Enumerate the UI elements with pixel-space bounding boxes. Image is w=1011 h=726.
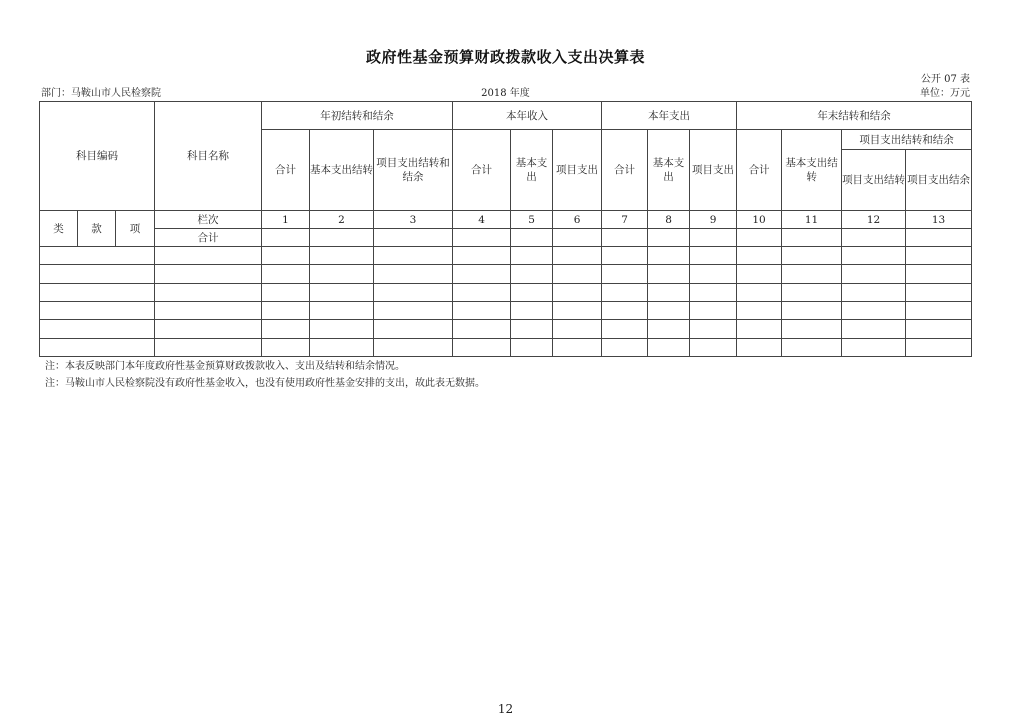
column-index-label: 栏次	[155, 211, 262, 229]
table-row	[40, 284, 972, 302]
column-number: 5	[511, 211, 553, 229]
department-label: 部门：马鞍山市人民检察院	[41, 88, 161, 99]
header-begin-project-transfer-surplus: 项目支出结转和结余	[374, 130, 453, 211]
column-number: 13	[906, 211, 972, 229]
column-number: 6	[553, 211, 602, 229]
fiscal-year: 2018 年度	[481, 88, 530, 99]
table-note: 注：马鞍山市人民检察院没有政府性基金收入，也没有使用政府性基金安排的支出，故此表无数据。	[45, 378, 485, 389]
header-end-project-group: 项目支出结转和结余	[842, 130, 972, 150]
column-number: 9	[690, 211, 737, 229]
table-note: 注：本表反映部门本年度政府性基金预算财政拨款收入、支出及结转和结余情况。	[45, 361, 405, 372]
header-lei: 类	[40, 211, 78, 247]
header-annual-income: 本年收入	[453, 102, 602, 130]
header-begin-basic-transfer: 基本支出结转	[310, 130, 374, 211]
header-income-total: 合计	[453, 130, 511, 211]
header-end-project-transfer: 项目支出结转	[842, 150, 906, 211]
column-number: 7	[602, 211, 648, 229]
column-number: 8	[648, 211, 690, 229]
column-number: 2	[310, 211, 374, 229]
column-number: 1	[262, 211, 310, 229]
table-title: 政府性基金预算财政拨款收入支出决算表	[365, 48, 645, 66]
table-row	[40, 339, 972, 357]
header-begin-total: 合计	[262, 130, 310, 211]
header-expense-project: 项目支出	[690, 130, 737, 211]
column-number: 12	[842, 211, 906, 229]
column-number: 11	[782, 211, 842, 229]
header-end-project-surplus: 项目支出结余	[906, 150, 972, 211]
column-number: 4	[453, 211, 511, 229]
column-number: 3	[374, 211, 453, 229]
budget-table	[39, 101, 972, 357]
header-income-basic: 基本支出	[511, 130, 553, 211]
header-annual-expense: 本年支出	[602, 102, 737, 130]
form-number: 公开 07 表	[920, 74, 970, 85]
unit-label: 单位：万元	[920, 88, 970, 99]
header-xiang: 项	[116, 211, 155, 247]
column-number: 10	[737, 211, 782, 229]
table-row	[40, 247, 972, 265]
table-row	[40, 320, 972, 339]
table-row	[40, 302, 972, 320]
page-number: 12	[497, 702, 514, 716]
table-row	[40, 265, 972, 284]
header-income-project: 项目支出	[553, 130, 602, 211]
header-end-balance: 年末结转和结余	[737, 102, 972, 130]
header-expense-basic: 基本支出	[648, 130, 690, 211]
total-row-label: 合计	[155, 229, 262, 247]
header-kuan: 款	[78, 211, 116, 247]
header-end-basic-transfer: 基本支出结转	[782, 130, 842, 211]
header-subject-name: 科目名称	[155, 102, 262, 211]
header-expense-total: 合计	[602, 130, 648, 211]
header-subject-code: 科目编码	[40, 102, 155, 211]
header-begin-balance: 年初结转和结余	[262, 102, 453, 130]
header-end-total: 合计	[737, 130, 782, 211]
